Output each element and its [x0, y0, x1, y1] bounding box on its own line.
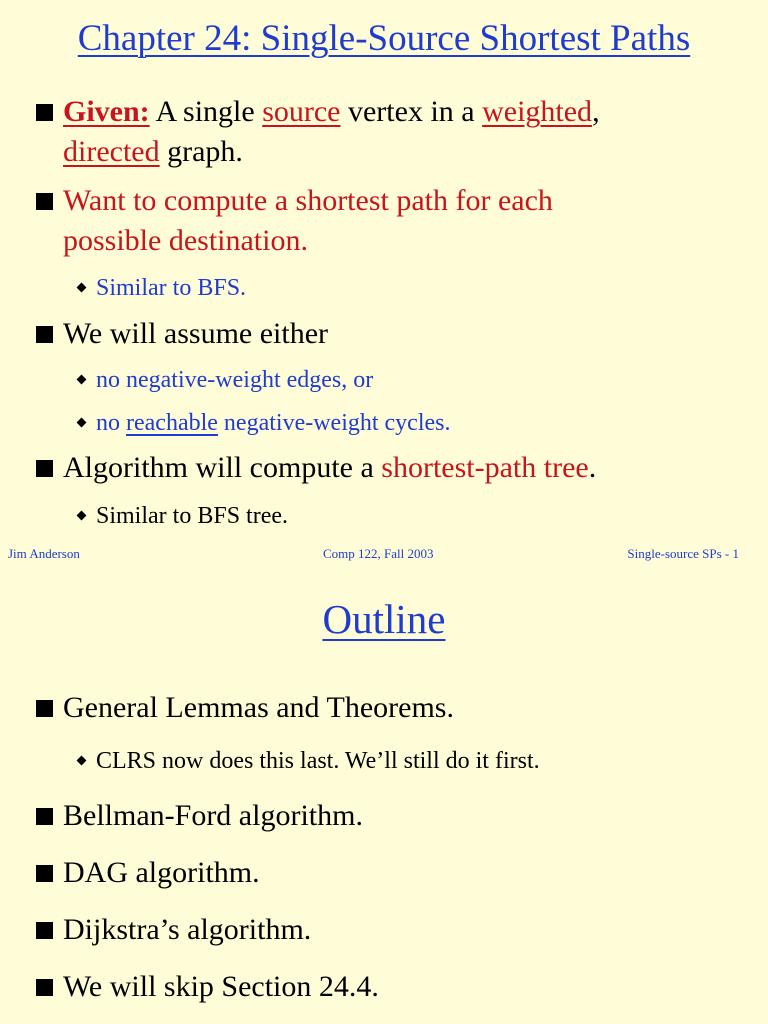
outline-item-text: Bellman-Ford algorithm. [63, 799, 363, 832]
diamond-bullet-icon [77, 418, 87, 428]
square-bullet-icon [36, 865, 53, 882]
text-segment: A single [149, 95, 263, 128]
outline-item-text: General Lemmas and Theorems. [63, 691, 454, 724]
text-segment: graph. [159, 135, 243, 168]
outline-item-text: We will skip Section 24.4. [63, 970, 379, 1003]
sub-bullet-no-reachable-cycles [78, 408, 758, 438]
bullet-algorithm [36, 448, 746, 488]
slide-2 [0, 580, 768, 1024]
text-segment: vertex in a [340, 95, 483, 128]
outline-item [36, 688, 746, 728]
sub-bullet-clrs [78, 746, 758, 776]
sub-bullet-text: CLRS now does this last. We’ll still do it first. [96, 748, 540, 774]
bullet-text [63, 448, 746, 488]
square-bullet-icon [36, 979, 53, 996]
square-bullet-icon [36, 700, 53, 717]
bullet-given [36, 92, 746, 172]
outline-item [36, 796, 746, 836]
square-bullet-icon [36, 808, 53, 825]
bullet-want [36, 181, 746, 261]
sub-bullet-text: Similar to BFS. [96, 275, 247, 301]
diamond-bullet-icon [77, 756, 87, 766]
bullet-assume [36, 314, 746, 354]
square-bullet-icon [36, 104, 53, 121]
term-shortest-path-tree: shortest-path tree [381, 451, 589, 484]
text-line: possible destination. [63, 224, 308, 257]
text-segment: , [592, 95, 600, 128]
bullet-text [63, 181, 746, 261]
square-bullet-icon [36, 193, 53, 210]
footer-author: Jim Anderson [8, 546, 80, 561]
footer-course: Comp 122, Fall 2003 [323, 546, 434, 561]
term-weighted: weighted [482, 95, 593, 128]
given-label: Given: [63, 95, 150, 128]
outline-item-text: DAG algorithm. [63, 856, 260, 889]
sub-bullet-similar-bfs-tree [78, 501, 758, 531]
text-segment: Algorithm will compute a [63, 451, 382, 484]
sub-bullet-text [96, 408, 758, 438]
outline-item [36, 910, 746, 950]
sub-bullet-similar-bfs [78, 273, 758, 303]
diamond-bullet-icon [77, 375, 87, 385]
text-segment: . [588, 451, 597, 484]
footer-slide-number: Single-source SPs - 1 [627, 546, 739, 561]
outline-item [36, 853, 746, 893]
diamond-bullet-icon [77, 283, 87, 293]
sub-bullet-no-negative-edges [78, 365, 758, 395]
diamond-bullet-icon [77, 511, 87, 521]
sub-bullet-text: Similar to BFS tree. [96, 503, 288, 529]
text-line: Want to compute a shortest path for each [63, 184, 553, 217]
sub-bullet-text: no negative-weight edges, or [96, 367, 374, 393]
square-bullet-icon [36, 326, 53, 343]
term-directed: directed [63, 135, 160, 168]
text-segment: no [96, 410, 126, 436]
term-source: source [262, 95, 341, 128]
outline-item [36, 967, 746, 1007]
term-reachable: reachable [126, 410, 218, 436]
square-bullet-icon [36, 922, 53, 939]
outline-item-text: Dijkstra’s algorithm. [63, 913, 312, 946]
slide-title: Outline [322, 596, 446, 642]
slide-title: Chapter 24: Single-Source Shortest Paths [77, 18, 691, 59]
bullet-text [63, 92, 746, 172]
text-segment: negative-weight cycles. [217, 410, 451, 436]
bullet-text: We will assume either [63, 317, 329, 350]
square-bullet-icon [36, 460, 53, 477]
